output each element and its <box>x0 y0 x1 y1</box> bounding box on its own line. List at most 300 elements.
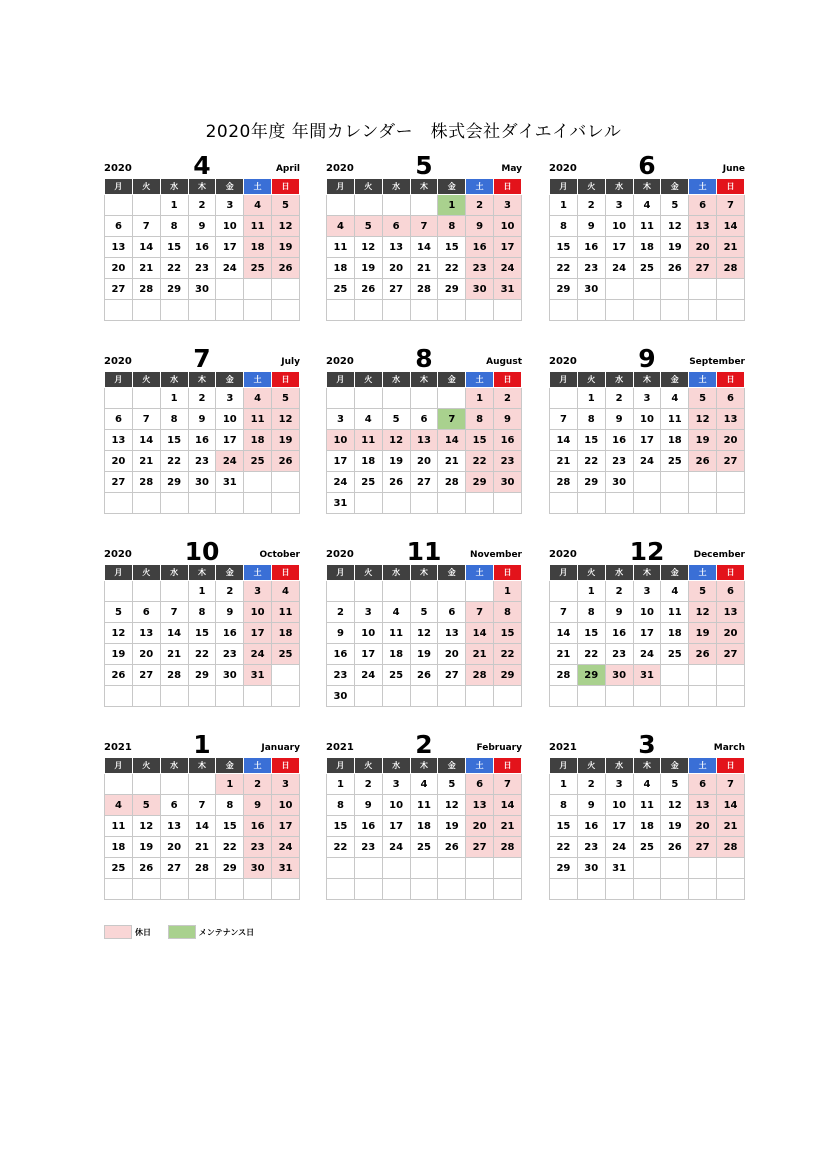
day-cell: 8 <box>494 602 522 623</box>
month-number: 5 <box>415 151 433 180</box>
day-cell: 3 <box>216 195 244 216</box>
empty-cell <box>354 858 382 879</box>
day-cell: 25 <box>244 258 272 279</box>
year-label: 2020 <box>326 163 354 174</box>
day-cell: 9 <box>188 409 216 430</box>
day-cell: 4 <box>244 195 272 216</box>
day-cell: 22 <box>160 258 188 279</box>
day-cell: 31 <box>633 665 661 686</box>
empty-cell <box>438 581 466 602</box>
month-number: 6 <box>638 151 656 180</box>
day-cell: 5 <box>689 388 717 409</box>
week-row <box>550 237 745 258</box>
day-cell: 16 <box>605 430 633 451</box>
day-cell: 6 <box>105 409 133 430</box>
day-cell: 13 <box>105 430 133 451</box>
weekday-header: 月 <box>550 372 578 388</box>
empty-cell <box>438 686 466 707</box>
day-cell: 1 <box>550 774 578 795</box>
empty-cell <box>354 493 382 514</box>
week-row <box>105 581 300 602</box>
day-cell: 17 <box>216 237 244 258</box>
empty-cell <box>494 300 522 321</box>
empty-cell <box>132 300 160 321</box>
week-row <box>105 602 300 623</box>
week-row <box>550 774 745 795</box>
day-cell: 31 <box>494 279 522 300</box>
day-cell: 7 <box>550 409 578 430</box>
day-cell: 18 <box>410 816 438 837</box>
day-cell: 1 <box>466 388 494 409</box>
day-cell: 23 <box>354 837 382 858</box>
empty-cell <box>132 686 160 707</box>
day-cell: 16 <box>577 237 605 258</box>
day-cell: 24 <box>633 644 661 665</box>
empty-cell <box>160 774 188 795</box>
week-row <box>550 216 745 237</box>
day-cell: 19 <box>272 430 300 451</box>
month-header <box>326 341 522 371</box>
empty-cell <box>577 879 605 900</box>
day-cell: 23 <box>216 644 244 665</box>
empty-cell <box>661 858 689 879</box>
weekday-header: 月 <box>327 565 355 581</box>
day-cell: 17 <box>244 623 272 644</box>
week-row <box>327 216 522 237</box>
week-row <box>105 451 300 472</box>
month-english-name: May <box>501 164 522 174</box>
weekday-header: 木 <box>188 565 216 581</box>
day-cell: 12 <box>272 409 300 430</box>
empty-cell <box>354 686 382 707</box>
day-cell: 6 <box>160 795 188 816</box>
weekday-header: 土 <box>466 758 494 774</box>
empty-cell <box>327 581 355 602</box>
empty-cell <box>717 279 745 300</box>
weekday-header: 火 <box>354 179 382 195</box>
empty-cell <box>272 279 300 300</box>
day-cell: 15 <box>160 237 188 258</box>
empty-cell <box>633 493 661 514</box>
empty-cell <box>105 388 133 409</box>
day-cell: 23 <box>605 644 633 665</box>
week-row <box>550 837 745 858</box>
day-cell: 13 <box>717 409 745 430</box>
month-english-name: March <box>713 743 745 753</box>
weekday-header: 火 <box>577 565 605 581</box>
day-cell: 23 <box>188 451 216 472</box>
empty-cell <box>327 300 355 321</box>
day-cell: 7 <box>188 795 216 816</box>
day-cell: 27 <box>717 451 745 472</box>
day-cell: 4 <box>410 774 438 795</box>
day-cell: 21 <box>132 258 160 279</box>
empty-cell <box>661 879 689 900</box>
day-cell: 27 <box>466 837 494 858</box>
day-cell: 5 <box>272 195 300 216</box>
day-cell: 17 <box>354 644 382 665</box>
day-cell: 7 <box>717 195 745 216</box>
weekday-header: 水 <box>382 758 410 774</box>
day-cell: 19 <box>438 816 466 837</box>
empty-cell <box>717 686 745 707</box>
day-cell: 5 <box>661 774 689 795</box>
day-cell: 17 <box>605 816 633 837</box>
day-cell: 9 <box>216 602 244 623</box>
year-label: 2020 <box>549 356 577 367</box>
month-number: 11 <box>406 537 442 566</box>
day-cell: 17 <box>494 237 522 258</box>
day-cell: 24 <box>244 644 272 665</box>
month-calendar <box>326 727 522 900</box>
day-cell: 4 <box>633 774 661 795</box>
day-cell: 19 <box>272 237 300 258</box>
day-cell: 5 <box>661 195 689 216</box>
weekday-header: 月 <box>105 565 133 581</box>
empty-cell <box>605 300 633 321</box>
day-cell: 18 <box>633 237 661 258</box>
day-cell: 26 <box>272 451 300 472</box>
day-cell: 16 <box>354 816 382 837</box>
day-cell: 20 <box>717 623 745 644</box>
day-cell: 12 <box>354 237 382 258</box>
day-cell: 15 <box>188 623 216 644</box>
weekday-header: 金 <box>661 758 689 774</box>
month-header <box>104 534 300 564</box>
day-cell: 2 <box>577 774 605 795</box>
empty-cell <box>382 388 410 409</box>
day-cell: 11 <box>272 602 300 623</box>
empty-cell <box>327 879 355 900</box>
day-cell: 25 <box>105 858 133 879</box>
week-row <box>105 216 300 237</box>
empty-cell <box>689 665 717 686</box>
day-cell: 2 <box>494 388 522 409</box>
day-cell: 25 <box>354 472 382 493</box>
day-cell: 15 <box>577 430 605 451</box>
weekday-header: 土 <box>244 758 272 774</box>
empty-cell <box>216 279 244 300</box>
day-cell: 25 <box>633 837 661 858</box>
empty-cell <box>327 388 355 409</box>
weekday-header: 金 <box>438 758 466 774</box>
weekday-header: 日 <box>717 179 745 195</box>
month-calendar <box>549 534 745 707</box>
day-cell: 19 <box>661 816 689 837</box>
empty-cell <box>105 686 133 707</box>
day-cell: 20 <box>466 816 494 837</box>
year-label: 2020 <box>104 549 132 560</box>
day-cell: 20 <box>105 451 133 472</box>
day-cell: 1 <box>577 581 605 602</box>
day-cell: 4 <box>105 795 133 816</box>
week-row <box>550 430 745 451</box>
weekday-header: 金 <box>216 372 244 388</box>
day-cell: 29 <box>494 665 522 686</box>
day-cell: 22 <box>494 644 522 665</box>
empty-cell <box>466 858 494 879</box>
day-cell: 26 <box>410 665 438 686</box>
empty-cell <box>438 388 466 409</box>
day-cell: 18 <box>633 816 661 837</box>
day-cell: 23 <box>244 837 272 858</box>
empty-cell <box>354 388 382 409</box>
week-row <box>327 237 522 258</box>
empty-cell <box>717 858 745 879</box>
empty-cell <box>661 665 689 686</box>
weekday-header: 木 <box>633 372 661 388</box>
day-cell: 12 <box>689 409 717 430</box>
day-cell: 21 <box>494 816 522 837</box>
empty-cell <box>105 581 133 602</box>
day-cell: 15 <box>216 816 244 837</box>
week-row <box>327 774 522 795</box>
weekday-header: 火 <box>132 179 160 195</box>
weekday-header: 木 <box>410 372 438 388</box>
day-cell: 30 <box>188 472 216 493</box>
day-cell: 13 <box>717 602 745 623</box>
empty-cell <box>466 300 494 321</box>
month-calendar <box>326 341 522 514</box>
week-row <box>327 300 522 321</box>
holiday-swatch <box>104 925 132 939</box>
empty-cell <box>438 879 466 900</box>
empty-cell <box>466 686 494 707</box>
year-label: 2020 <box>549 549 577 560</box>
day-cell: 12 <box>438 795 466 816</box>
day-cell: 8 <box>188 602 216 623</box>
weekday-header: 木 <box>633 565 661 581</box>
day-cell: 1 <box>577 388 605 409</box>
year-label: 2021 <box>326 742 354 753</box>
month-table <box>104 757 300 900</box>
empty-cell <box>244 300 272 321</box>
empty-cell <box>216 493 244 514</box>
year-label: 2020 <box>326 549 354 560</box>
day-cell: 1 <box>327 774 355 795</box>
day-cell: 28 <box>438 472 466 493</box>
day-cell: 18 <box>382 644 410 665</box>
weekday-header: 金 <box>438 179 466 195</box>
month-header <box>549 341 745 371</box>
weekday-header: 土 <box>466 565 494 581</box>
day-cell: 26 <box>132 858 160 879</box>
day-cell: 7 <box>550 602 578 623</box>
weekday-header: 水 <box>605 372 633 388</box>
empty-cell <box>160 300 188 321</box>
day-cell: 22 <box>550 837 578 858</box>
day-cell: 4 <box>244 388 272 409</box>
empty-cell <box>689 858 717 879</box>
week-row <box>105 623 300 644</box>
day-cell: 31 <box>327 493 355 514</box>
day-cell: 9 <box>466 216 494 237</box>
empty-cell <box>188 774 216 795</box>
day-cell: 29 <box>550 858 578 879</box>
day-cell: 28 <box>188 858 216 879</box>
empty-cell <box>132 195 160 216</box>
empty-cell <box>633 472 661 493</box>
day-cell: 27 <box>382 279 410 300</box>
day-cell: 11 <box>244 216 272 237</box>
weekday-header: 日 <box>494 372 522 388</box>
week-row <box>550 602 745 623</box>
weekday-header: 火 <box>132 565 160 581</box>
day-cell: 26 <box>661 258 689 279</box>
weekday-header: 火 <box>577 372 605 388</box>
weekday-header: 水 <box>382 179 410 195</box>
week-row <box>327 665 522 686</box>
day-cell: 29 <box>577 472 605 493</box>
day-cell: 16 <box>327 644 355 665</box>
month-table <box>104 178 300 321</box>
day-cell: 2 <box>244 774 272 795</box>
day-cell: 7 <box>410 216 438 237</box>
day-cell: 31 <box>244 665 272 686</box>
week-row <box>327 258 522 279</box>
month-table <box>326 178 522 321</box>
day-cell: 3 <box>605 774 633 795</box>
day-cell: 15 <box>466 430 494 451</box>
day-cell: 26 <box>689 644 717 665</box>
week-row <box>550 623 745 644</box>
week-row <box>105 388 300 409</box>
empty-cell <box>577 300 605 321</box>
week-row <box>550 581 745 602</box>
day-cell: 29 <box>216 858 244 879</box>
day-cell: 28 <box>410 279 438 300</box>
month-header <box>549 727 745 757</box>
day-cell: 3 <box>327 409 355 430</box>
empty-cell <box>132 493 160 514</box>
week-row <box>105 279 300 300</box>
day-cell: 2 <box>216 581 244 602</box>
day-cell: 8 <box>438 216 466 237</box>
empty-cell <box>689 686 717 707</box>
legend <box>104 925 268 941</box>
empty-cell <box>410 195 438 216</box>
day-cell: 5 <box>382 409 410 430</box>
empty-cell <box>354 581 382 602</box>
day-cell: 16 <box>577 816 605 837</box>
month-calendar <box>549 148 745 321</box>
day-cell: 5 <box>105 602 133 623</box>
day-cell: 15 <box>160 430 188 451</box>
empty-cell <box>105 774 133 795</box>
day-cell: 3 <box>216 388 244 409</box>
weekday-header: 日 <box>494 758 522 774</box>
week-row <box>105 795 300 816</box>
empty-cell <box>550 581 578 602</box>
week-row <box>105 816 300 837</box>
day-cell: 8 <box>577 602 605 623</box>
day-cell: 20 <box>717 430 745 451</box>
week-row <box>327 472 522 493</box>
day-cell: 12 <box>382 430 410 451</box>
day-cell: 25 <box>410 837 438 858</box>
day-cell: 14 <box>438 430 466 451</box>
month-table <box>104 371 300 514</box>
weekday-header: 木 <box>410 565 438 581</box>
empty-cell <box>216 686 244 707</box>
day-cell: 22 <box>188 644 216 665</box>
day-cell: 22 <box>577 451 605 472</box>
day-cell: 18 <box>661 623 689 644</box>
day-cell: 6 <box>689 195 717 216</box>
day-cell: 29 <box>466 472 494 493</box>
day-cell: 8 <box>577 409 605 430</box>
weekday-header: 水 <box>160 758 188 774</box>
day-cell: 2 <box>605 388 633 409</box>
day-cell: 24 <box>494 258 522 279</box>
weekday-header: 水 <box>605 565 633 581</box>
weekday-header: 水 <box>160 565 188 581</box>
day-cell: 6 <box>689 774 717 795</box>
day-cell: 19 <box>689 430 717 451</box>
day-cell: 19 <box>354 258 382 279</box>
empty-cell <box>354 879 382 900</box>
day-cell: 14 <box>410 237 438 258</box>
day-cell: 24 <box>633 451 661 472</box>
week-row <box>105 258 300 279</box>
year-label: 2020 <box>326 356 354 367</box>
day-cell: 6 <box>132 602 160 623</box>
day-cell: 13 <box>689 216 717 237</box>
day-cell: 26 <box>689 451 717 472</box>
day-cell: 12 <box>661 216 689 237</box>
week-row <box>327 430 522 451</box>
empty-cell <box>382 686 410 707</box>
day-cell: 14 <box>160 623 188 644</box>
day-cell: 4 <box>661 388 689 409</box>
empty-cell <box>272 686 300 707</box>
empty-cell <box>160 581 188 602</box>
day-cell: 24 <box>272 837 300 858</box>
day-cell: 1 <box>160 388 188 409</box>
day-cell: 23 <box>605 451 633 472</box>
empty-cell <box>327 858 355 879</box>
day-cell: 2 <box>605 581 633 602</box>
day-cell: 27 <box>689 837 717 858</box>
day-cell: 3 <box>633 388 661 409</box>
month-calendar <box>326 534 522 707</box>
day-cell: 18 <box>244 430 272 451</box>
empty-cell <box>633 858 661 879</box>
day-cell: 4 <box>382 602 410 623</box>
day-cell: 27 <box>105 472 133 493</box>
empty-cell <box>160 686 188 707</box>
week-row <box>327 493 522 514</box>
day-cell: 24 <box>354 665 382 686</box>
weekday-header: 金 <box>216 179 244 195</box>
day-cell: 6 <box>466 774 494 795</box>
year-label: 2020 <box>104 163 132 174</box>
day-cell: 10 <box>382 795 410 816</box>
day-cell: 8 <box>216 795 244 816</box>
empty-cell <box>327 195 355 216</box>
day-cell: 10 <box>633 602 661 623</box>
week-row <box>105 837 300 858</box>
week-row <box>327 195 522 216</box>
empty-cell <box>382 858 410 879</box>
day-cell: 21 <box>188 837 216 858</box>
weekday-header: 金 <box>661 565 689 581</box>
legend-maintenance <box>168 925 254 939</box>
day-cell: 10 <box>216 216 244 237</box>
day-cell: 21 <box>466 644 494 665</box>
day-cell: 16 <box>494 430 522 451</box>
day-cell: 19 <box>661 237 689 258</box>
